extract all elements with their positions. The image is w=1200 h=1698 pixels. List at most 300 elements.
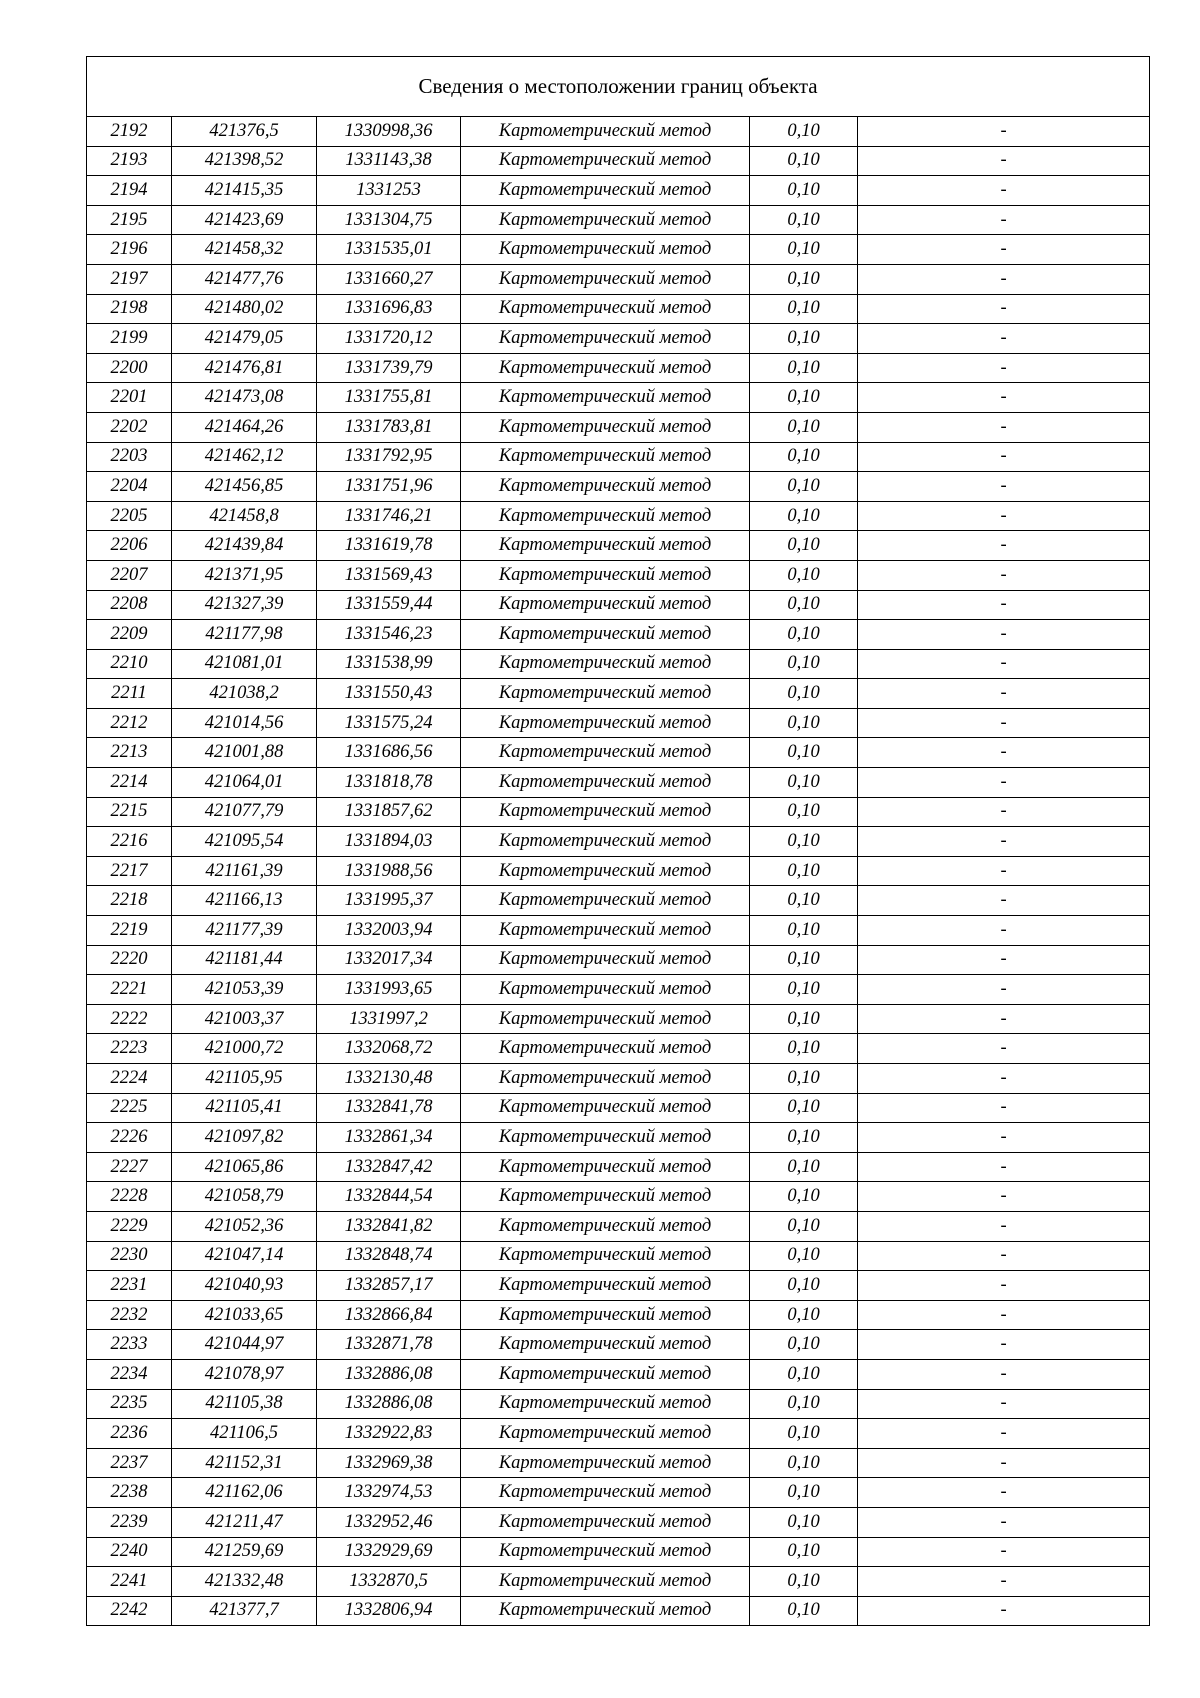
- table-row: [87, 1330, 1150, 1360]
- cell-coord-y: 1332068,72: [317, 1034, 461, 1064]
- cell-description: -: [858, 501, 1150, 531]
- table-title: Сведения о местоположении границ объекта: [87, 57, 1150, 117]
- cell-accuracy: 0,10: [750, 146, 858, 176]
- cell-coord-y: 1331253: [317, 176, 461, 206]
- cell-point-number: 2203: [87, 442, 172, 472]
- cell-method: Картометрический метод: [461, 1123, 750, 1153]
- cell-coord-x: 421327,39: [172, 590, 317, 620]
- cell-point-number: 2224: [87, 1064, 172, 1094]
- cell-point-number: 2196: [87, 235, 172, 265]
- table-row: [87, 560, 1150, 590]
- cell-accuracy: 0,10: [750, 472, 858, 502]
- cell-method: Картометрический метод: [461, 1389, 750, 1419]
- cell-point-number: 2201: [87, 383, 172, 413]
- cell-coord-y: 1331720,12: [317, 324, 461, 354]
- cell-point-number: 2198: [87, 294, 172, 324]
- cell-point-number: 2232: [87, 1300, 172, 1330]
- cell-point-number: 2227: [87, 1152, 172, 1182]
- cell-coord-y: 1332844,54: [317, 1182, 461, 1212]
- cell-point-number: 2193: [87, 146, 172, 176]
- cell-description: -: [858, 679, 1150, 709]
- cell-point-number: 2237: [87, 1448, 172, 1478]
- cell-description: -: [858, 1271, 1150, 1301]
- cell-method: Картометрический метод: [461, 531, 750, 561]
- cell-method: Картометрический метод: [461, 1271, 750, 1301]
- cell-coord-y: 1331575,24: [317, 708, 461, 738]
- cell-method: Картометрический метод: [461, 1093, 750, 1123]
- cell-description: -: [858, 1596, 1150, 1626]
- cell-coord-y: 1331559,44: [317, 590, 461, 620]
- cell-method: Картометрический метод: [461, 383, 750, 413]
- cell-description: -: [858, 1182, 1150, 1212]
- cell-description: -: [858, 886, 1150, 916]
- cell-method: Картометрический метод: [461, 1211, 750, 1241]
- cell-point-number: 2218: [87, 886, 172, 916]
- cell-coord-y: 1331550,43: [317, 679, 461, 709]
- cell-description: -: [858, 1123, 1150, 1153]
- cell-coord-y: 1331538,99: [317, 649, 461, 679]
- cell-coord-y: 1331535,01: [317, 235, 461, 265]
- table-row: [87, 146, 1150, 176]
- cell-coord-y: 1331818,78: [317, 768, 461, 798]
- cell-accuracy: 0,10: [750, 797, 858, 827]
- cell-point-number: 2213: [87, 738, 172, 768]
- table-row: [87, 1241, 1150, 1271]
- table-row: [87, 531, 1150, 561]
- cell-coord-y: 1331997,2: [317, 1004, 461, 1034]
- cell-point-number: 2199: [87, 324, 172, 354]
- table-row: [87, 679, 1150, 709]
- cell-accuracy: 0,10: [750, 412, 858, 442]
- cell-description: -: [858, 294, 1150, 324]
- cell-description: -: [858, 797, 1150, 827]
- cell-accuracy: 0,10: [750, 1330, 858, 1360]
- cell-point-number: 2202: [87, 412, 172, 442]
- table-row: [87, 1271, 1150, 1301]
- table-row: [87, 1507, 1150, 1537]
- table-row: [87, 827, 1150, 857]
- cell-description: -: [858, 117, 1150, 147]
- cell-coord-x: 421423,69: [172, 205, 317, 235]
- table-row: [87, 1389, 1150, 1419]
- cell-method: Картометрический метод: [461, 146, 750, 176]
- cell-description: -: [858, 1152, 1150, 1182]
- cell-coord-x: 421161,39: [172, 856, 317, 886]
- cell-coord-x: 421065,86: [172, 1152, 317, 1182]
- cell-method: Картометрический метод: [461, 1004, 750, 1034]
- cell-point-number: 2230: [87, 1241, 172, 1271]
- cell-accuracy: 0,10: [750, 1064, 858, 1094]
- table-row: [87, 1300, 1150, 1330]
- table-row: [87, 1004, 1150, 1034]
- cell-description: -: [858, 472, 1150, 502]
- cell-method: Картометрический метод: [461, 1448, 750, 1478]
- cell-coord-x: 421105,95: [172, 1064, 317, 1094]
- cell-coord-y: 1331755,81: [317, 383, 461, 413]
- cell-accuracy: 0,10: [750, 1034, 858, 1064]
- cell-coord-y: 1331696,83: [317, 294, 461, 324]
- table-row: [87, 1478, 1150, 1508]
- cell-description: -: [858, 205, 1150, 235]
- cell-coord-y: 1332886,08: [317, 1359, 461, 1389]
- cell-coord-y: 1332866,84: [317, 1300, 461, 1330]
- cell-coord-y: 1331619,78: [317, 531, 461, 561]
- cell-coord-y: 1332003,94: [317, 916, 461, 946]
- cell-coord-y: 1332870,5: [317, 1567, 461, 1597]
- cell-description: -: [858, 856, 1150, 886]
- cell-coord-y: 1332847,42: [317, 1152, 461, 1182]
- cell-coord-y: 1332841,78: [317, 1093, 461, 1123]
- table-row: [87, 412, 1150, 442]
- cell-method: Картометрический метод: [461, 886, 750, 916]
- cell-point-number: 2211: [87, 679, 172, 709]
- cell-point-number: 2214: [87, 768, 172, 798]
- cell-method: Картометрический метод: [461, 827, 750, 857]
- cell-method: Картометрический метод: [461, 1537, 750, 1567]
- cell-coord-y: 1332130,48: [317, 1064, 461, 1094]
- cell-method: Картометрический метод: [461, 679, 750, 709]
- cell-description: -: [858, 531, 1150, 561]
- table-row: [87, 294, 1150, 324]
- cell-point-number: 2207: [87, 560, 172, 590]
- cell-method: Картометрический метод: [461, 945, 750, 975]
- cell-coord-x: 421458,32: [172, 235, 317, 265]
- cell-coord-x: 421052,36: [172, 1211, 317, 1241]
- cell-point-number: 2206: [87, 531, 172, 561]
- cell-description: -: [858, 1064, 1150, 1094]
- cell-accuracy: 0,10: [750, 856, 858, 886]
- cell-coord-x: 421398,52: [172, 146, 317, 176]
- cell-coord-x: 421003,37: [172, 1004, 317, 1034]
- cell-description: -: [858, 1507, 1150, 1537]
- cell-coord-x: 421064,01: [172, 768, 317, 798]
- cell-description: -: [858, 235, 1150, 265]
- cell-accuracy: 0,10: [750, 1152, 858, 1182]
- cell-method: Картометрический метод: [461, 205, 750, 235]
- cell-coord-x: 421047,14: [172, 1241, 317, 1271]
- cell-accuracy: 0,10: [750, 1271, 858, 1301]
- cell-description: -: [858, 1034, 1150, 1064]
- cell-description: -: [858, 324, 1150, 354]
- cell-accuracy: 0,10: [750, 886, 858, 916]
- cell-coord-y: 1332857,17: [317, 1271, 461, 1301]
- table-row: [87, 856, 1150, 886]
- cell-accuracy: 0,10: [750, 353, 858, 383]
- cell-coord-x: 421479,05: [172, 324, 317, 354]
- table-body: [87, 57, 1150, 1626]
- cell-point-number: 2220: [87, 945, 172, 975]
- cell-coord-x: 421177,39: [172, 916, 317, 946]
- cell-method: Картометрический метод: [461, 1300, 750, 1330]
- cell-description: -: [858, 768, 1150, 798]
- table-row: [87, 708, 1150, 738]
- cell-point-number: 2221: [87, 975, 172, 1005]
- cell-method: Картометрический метод: [461, 856, 750, 886]
- cell-coord-x: 421473,08: [172, 383, 317, 413]
- table-row: [87, 1567, 1150, 1597]
- table-row: [87, 383, 1150, 413]
- cell-coord-x: 421058,79: [172, 1182, 317, 1212]
- cell-description: -: [858, 649, 1150, 679]
- cell-method: Картометрический метод: [461, 1359, 750, 1389]
- cell-point-number: 2222: [87, 1004, 172, 1034]
- table-row: [87, 235, 1150, 265]
- cell-accuracy: 0,10: [750, 1448, 858, 1478]
- cell-coord-x: 421464,26: [172, 412, 317, 442]
- cell-method: Картометрический метод: [461, 176, 750, 206]
- cell-method: Картометрический метод: [461, 1478, 750, 1508]
- cell-description: -: [858, 1448, 1150, 1478]
- cell-method: Картометрический метод: [461, 1567, 750, 1597]
- cell-coord-x: 421477,76: [172, 264, 317, 294]
- cell-description: -: [858, 975, 1150, 1005]
- cell-coord-x: 421105,38: [172, 1389, 317, 1419]
- cell-method: Картометрический метод: [461, 235, 750, 265]
- cell-accuracy: 0,10: [750, 1478, 858, 1508]
- cell-coord-x: 421106,5: [172, 1419, 317, 1449]
- table-row: [87, 117, 1150, 147]
- cell-accuracy: 0,10: [750, 1596, 858, 1626]
- cell-point-number: 2205: [87, 501, 172, 531]
- table-row: [87, 264, 1150, 294]
- cell-accuracy: 0,10: [750, 1537, 858, 1567]
- table-row: [87, 501, 1150, 531]
- cell-point-number: 2215: [87, 797, 172, 827]
- cell-point-number: 2192: [87, 117, 172, 147]
- table-row: [87, 738, 1150, 768]
- cell-coord-y: 1331894,03: [317, 827, 461, 857]
- cell-coord-y: 1332871,78: [317, 1330, 461, 1360]
- cell-description: -: [858, 708, 1150, 738]
- cell-coord-y: 1331569,43: [317, 560, 461, 590]
- cell-coord-y: 1332848,74: [317, 1241, 461, 1271]
- cell-point-number: 2217: [87, 856, 172, 886]
- cell-point-number: 2236: [87, 1419, 172, 1449]
- cell-coord-x: 421439,84: [172, 531, 317, 561]
- cell-accuracy: 0,10: [750, 117, 858, 147]
- cell-description: -: [858, 146, 1150, 176]
- cell-point-number: 2225: [87, 1093, 172, 1123]
- cell-coord-x: 421040,93: [172, 1271, 317, 1301]
- cell-method: Картометрический метод: [461, 768, 750, 798]
- cell-method: Картометрический метод: [461, 353, 750, 383]
- cell-accuracy: 0,10: [750, 324, 858, 354]
- table-row: [87, 649, 1150, 679]
- cell-description: -: [858, 1389, 1150, 1419]
- cell-method: Картометрический метод: [461, 560, 750, 590]
- cell-accuracy: 0,10: [750, 501, 858, 531]
- cell-accuracy: 0,10: [750, 1123, 858, 1153]
- boundary-points-table: [86, 56, 1150, 1626]
- cell-accuracy: 0,10: [750, 1300, 858, 1330]
- table-row: [87, 916, 1150, 946]
- cell-coord-y: 1331739,79: [317, 353, 461, 383]
- cell-point-number: 2219: [87, 916, 172, 946]
- cell-coord-y: 1332969,38: [317, 1448, 461, 1478]
- cell-description: -: [858, 916, 1150, 946]
- cell-method: Картометрический метод: [461, 1419, 750, 1449]
- cell-coord-x: 421077,79: [172, 797, 317, 827]
- table-row: [87, 886, 1150, 916]
- cell-accuracy: 0,10: [750, 768, 858, 798]
- cell-coord-y: 1332861,34: [317, 1123, 461, 1153]
- table-row: [87, 472, 1150, 502]
- cell-accuracy: 0,10: [750, 294, 858, 324]
- cell-method: Картометрический метод: [461, 649, 750, 679]
- table-row: [87, 1448, 1150, 1478]
- cell-description: -: [858, 1567, 1150, 1597]
- cell-method: Картометрический метод: [461, 1241, 750, 1271]
- cell-method: Картометрический метод: [461, 1182, 750, 1212]
- table-row: [87, 1064, 1150, 1094]
- table-row: [87, 205, 1150, 235]
- cell-description: -: [858, 383, 1150, 413]
- cell-accuracy: 0,10: [750, 679, 858, 709]
- cell-coord-y: 1332974,53: [317, 1478, 461, 1508]
- cell-coord-x: 421462,12: [172, 442, 317, 472]
- cell-method: Картометрический метод: [461, 1507, 750, 1537]
- cell-method: Картометрический метод: [461, 1596, 750, 1626]
- cell-coord-y: 1330998,36: [317, 117, 461, 147]
- table-row: [87, 1123, 1150, 1153]
- cell-description: -: [858, 1211, 1150, 1241]
- cell-coord-x: 421000,72: [172, 1034, 317, 1064]
- cell-coord-x: 421152,31: [172, 1448, 317, 1478]
- cell-point-number: 2228: [87, 1182, 172, 1212]
- cell-point-number: 2238: [87, 1478, 172, 1508]
- cell-coord-x: 421211,47: [172, 1507, 317, 1537]
- cell-coord-y: 1331995,37: [317, 886, 461, 916]
- cell-accuracy: 0,10: [750, 205, 858, 235]
- cell-coord-y: 1331751,96: [317, 472, 461, 502]
- cell-coord-y: 1332841,82: [317, 1211, 461, 1241]
- cell-accuracy: 0,10: [750, 590, 858, 620]
- table-row: [87, 1152, 1150, 1182]
- cell-coord-y: 1332017,34: [317, 945, 461, 975]
- cell-description: -: [858, 442, 1150, 472]
- cell-accuracy: 0,10: [750, 383, 858, 413]
- cell-description: -: [858, 590, 1150, 620]
- cell-coord-x: 421014,56: [172, 708, 317, 738]
- cell-description: -: [858, 1419, 1150, 1449]
- table-row: [87, 176, 1150, 206]
- cell-point-number: 2216: [87, 827, 172, 857]
- cell-accuracy: 0,10: [750, 442, 858, 472]
- table-row: [87, 353, 1150, 383]
- cell-description: -: [858, 1359, 1150, 1389]
- cell-coord-y: 1331993,65: [317, 975, 461, 1005]
- cell-coord-y: 1331304,75: [317, 205, 461, 235]
- cell-accuracy: 0,10: [750, 649, 858, 679]
- table-title-row: [87, 57, 1150, 117]
- cell-accuracy: 0,10: [750, 975, 858, 1005]
- cell-coord-x: 421044,97: [172, 1330, 317, 1360]
- cell-point-number: 2234: [87, 1359, 172, 1389]
- cell-coord-x: 421033,65: [172, 1300, 317, 1330]
- cell-point-number: 2239: [87, 1507, 172, 1537]
- cell-coord-x: 421078,97: [172, 1359, 317, 1389]
- table-row: [87, 590, 1150, 620]
- cell-accuracy: 0,10: [750, 1241, 858, 1271]
- cell-accuracy: 0,10: [750, 1211, 858, 1241]
- cell-description: -: [858, 560, 1150, 590]
- cell-coord-y: 1331988,56: [317, 856, 461, 886]
- cell-coord-y: 1332886,08: [317, 1389, 461, 1419]
- cell-point-number: 2235: [87, 1389, 172, 1419]
- cell-coord-x: 421332,48: [172, 1567, 317, 1597]
- cell-description: -: [858, 412, 1150, 442]
- cell-coord-x: 421177,98: [172, 620, 317, 650]
- cell-coord-y: 1331660,27: [317, 264, 461, 294]
- cell-point-number: 2204: [87, 472, 172, 502]
- cell-point-number: 2208: [87, 590, 172, 620]
- cell-point-number: 2194: [87, 176, 172, 206]
- cell-point-number: 2240: [87, 1537, 172, 1567]
- cell-point-number: 2197: [87, 264, 172, 294]
- cell-coord-x: 421476,81: [172, 353, 317, 383]
- cell-method: Картометрический метод: [461, 1034, 750, 1064]
- cell-accuracy: 0,10: [750, 1507, 858, 1537]
- cell-method: Картометрический метод: [461, 442, 750, 472]
- cell-description: -: [858, 264, 1150, 294]
- cell-coord-x: 421095,54: [172, 827, 317, 857]
- cell-coord-x: 421166,13: [172, 886, 317, 916]
- cell-coord-y: 1332806,94: [317, 1596, 461, 1626]
- cell-point-number: 2226: [87, 1123, 172, 1153]
- cell-coord-x: 421376,5: [172, 117, 317, 147]
- cell-accuracy: 0,10: [750, 738, 858, 768]
- cell-description: -: [858, 827, 1150, 857]
- table-row: [87, 797, 1150, 827]
- cell-point-number: 2241: [87, 1567, 172, 1597]
- table-row: [87, 1182, 1150, 1212]
- table-row: [87, 1537, 1150, 1567]
- cell-point-number: 2210: [87, 649, 172, 679]
- table-row: [87, 1034, 1150, 1064]
- cell-description: -: [858, 1004, 1150, 1034]
- cell-accuracy: 0,10: [750, 531, 858, 561]
- cell-coord-x: 421038,2: [172, 679, 317, 709]
- cell-method: Картометрический метод: [461, 1330, 750, 1360]
- cell-description: -: [858, 1241, 1150, 1271]
- cell-accuracy: 0,10: [750, 560, 858, 590]
- cell-point-number: 2195: [87, 205, 172, 235]
- cell-coord-x: 421456,85: [172, 472, 317, 502]
- cell-description: -: [858, 1300, 1150, 1330]
- cell-point-number: 2231: [87, 1271, 172, 1301]
- cell-method: Картометрический метод: [461, 1152, 750, 1182]
- cell-accuracy: 0,10: [750, 1419, 858, 1449]
- table-row: [87, 1596, 1150, 1626]
- cell-point-number: 2223: [87, 1034, 172, 1064]
- table-row: [87, 768, 1150, 798]
- cell-description: -: [858, 1093, 1150, 1123]
- cell-accuracy: 0,10: [750, 945, 858, 975]
- cell-accuracy: 0,10: [750, 1182, 858, 1212]
- cell-point-number: 2209: [87, 620, 172, 650]
- cell-method: Картометрический метод: [461, 708, 750, 738]
- cell-coord-y: 1332922,83: [317, 1419, 461, 1449]
- cell-coord-y: 1331746,21: [317, 501, 461, 531]
- cell-coord-x: 421377,7: [172, 1596, 317, 1626]
- cell-accuracy: 0,10: [750, 1004, 858, 1034]
- cell-coord-x: 421053,39: [172, 975, 317, 1005]
- cell-coord-y: 1331792,95: [317, 442, 461, 472]
- cell-coord-x: 421081,01: [172, 649, 317, 679]
- cell-method: Картометрический метод: [461, 975, 750, 1005]
- table-row: [87, 1211, 1150, 1241]
- cell-accuracy: 0,10: [750, 176, 858, 206]
